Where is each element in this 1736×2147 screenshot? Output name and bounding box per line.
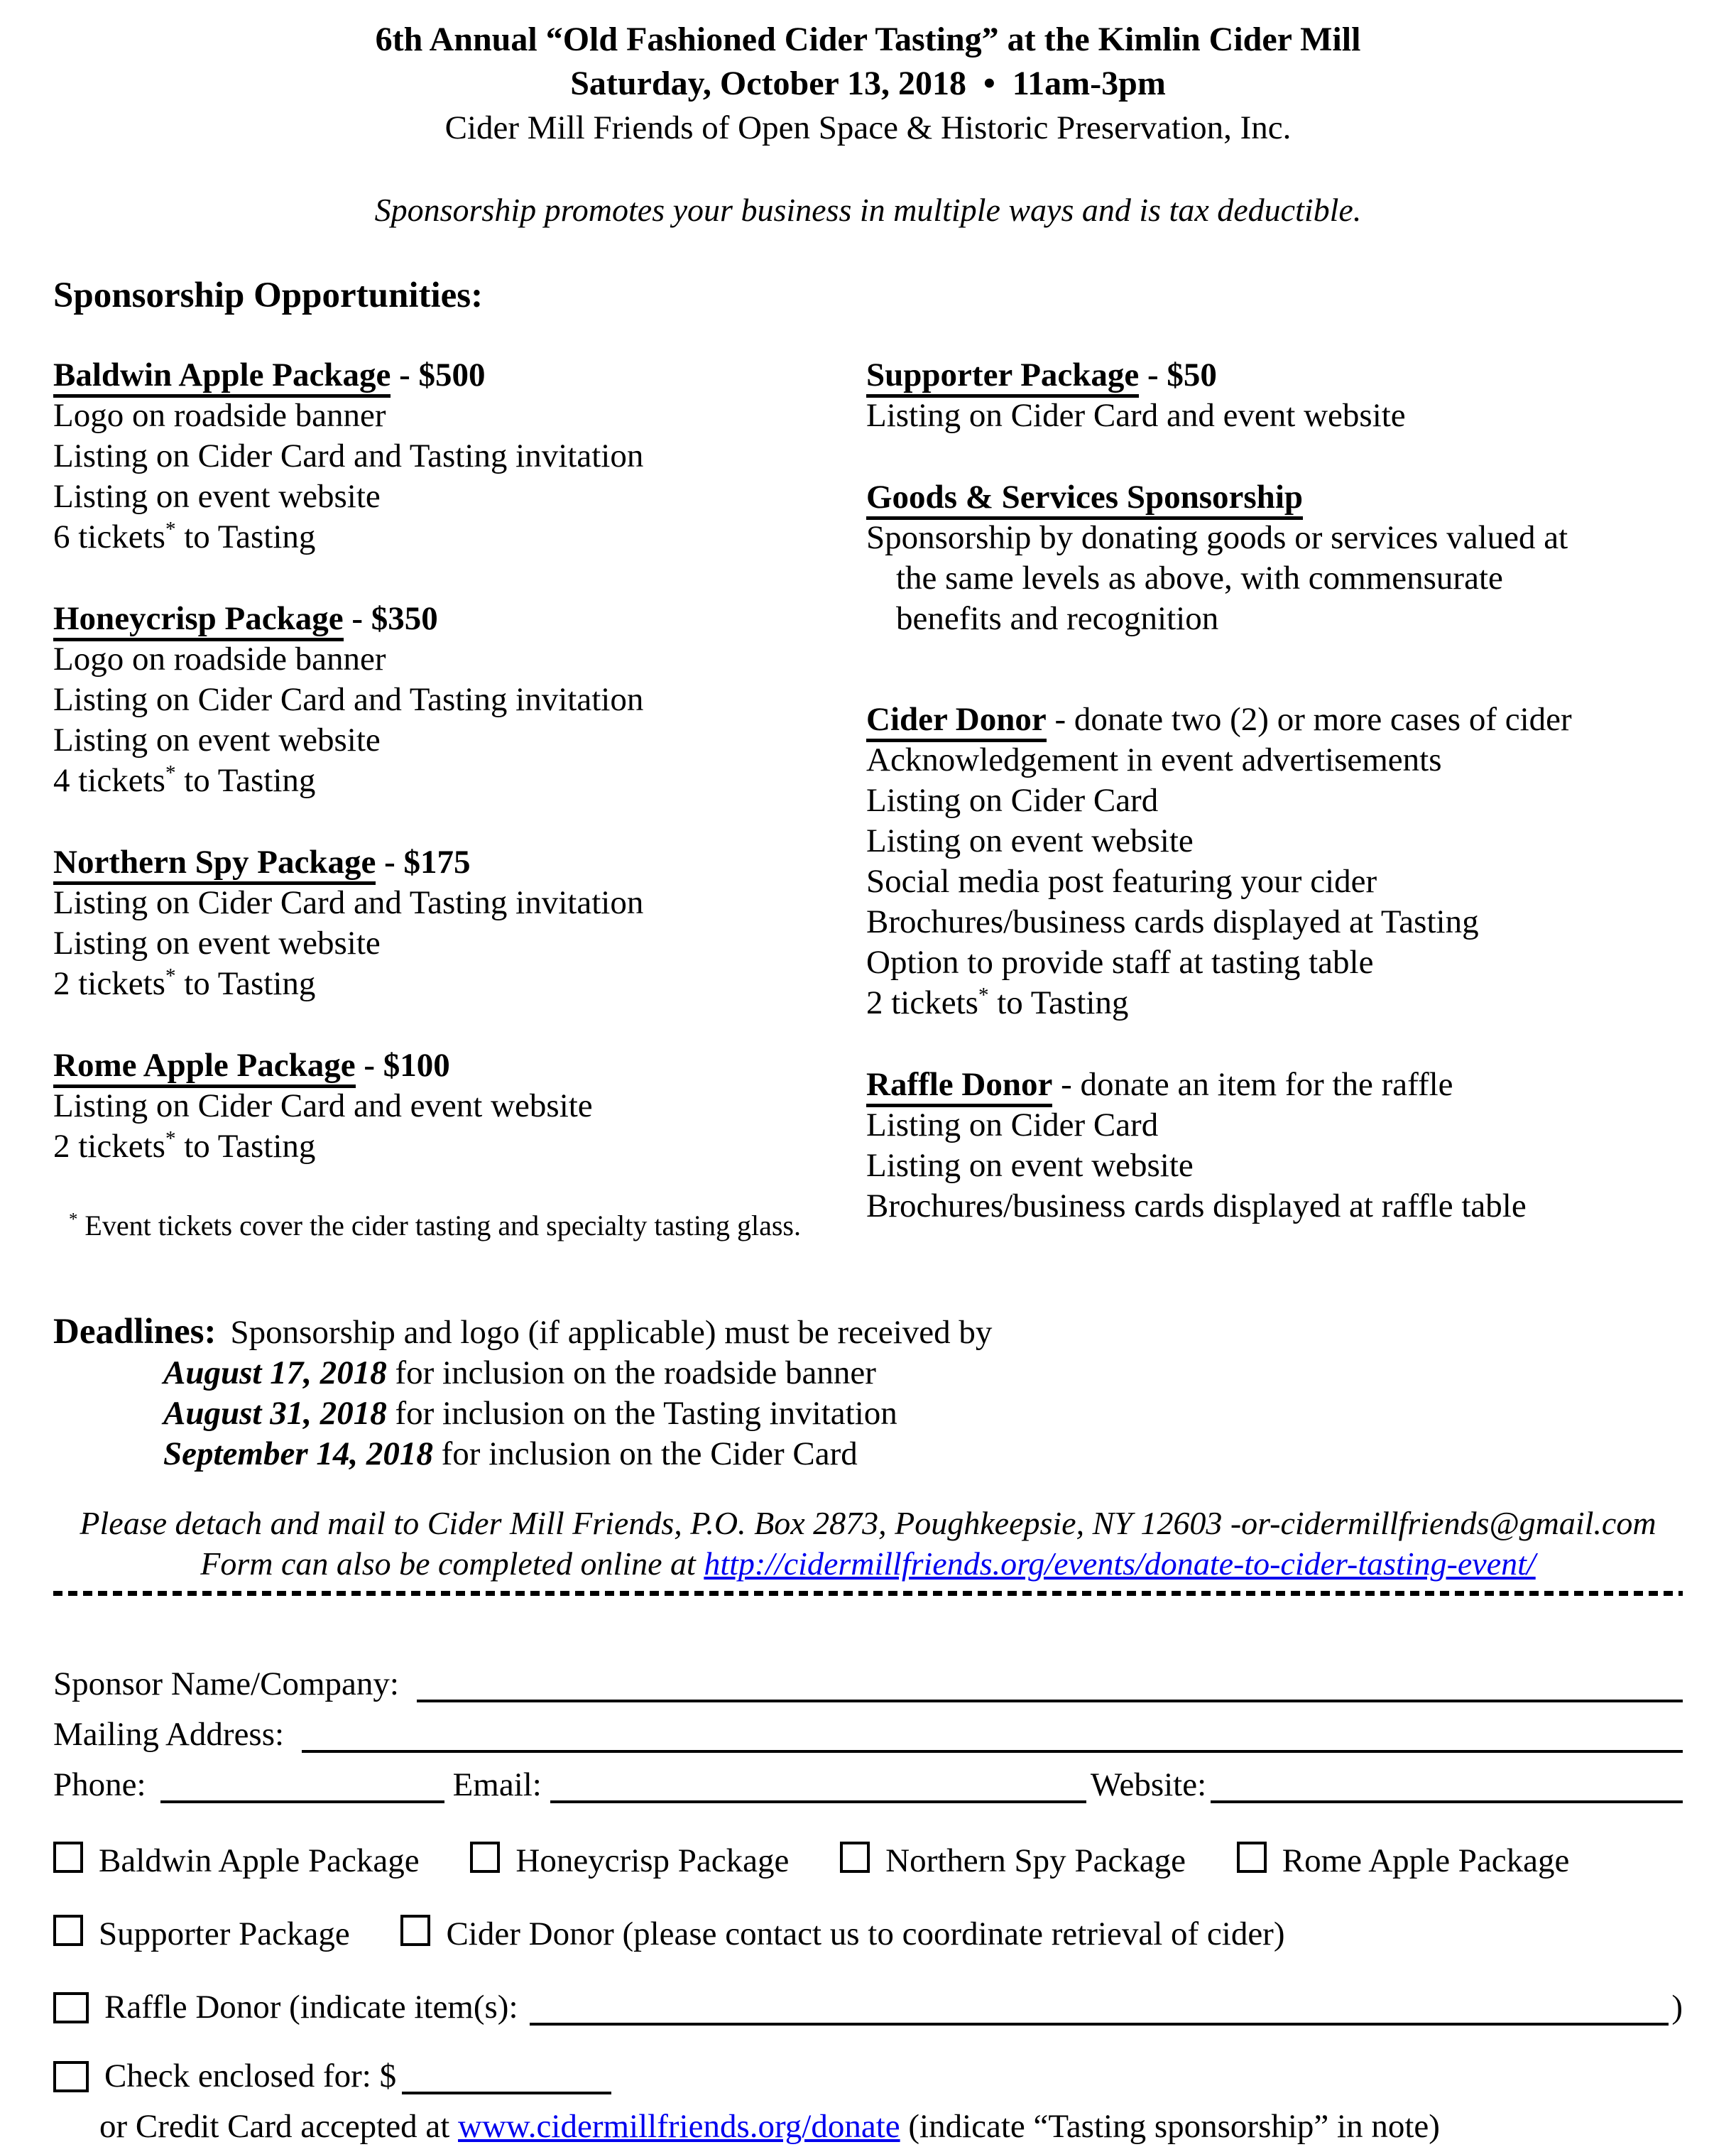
organization-name: Cider Mill Friends of Open Space & Historic Preservation, Inc. [444,109,1292,146]
package-feature: Listing on Cider Card [866,782,1159,819]
checkbox-label: Honeycrisp Package [515,1842,790,1879]
package-tickets [866,983,1683,1023]
website-input-line[interactable] [1211,1793,1683,1803]
package-heading [866,1065,1683,1105]
checkbox-item-northern-spy [840,1842,1186,1879]
package-feature: Listing on Cider Card [866,1107,1159,1143]
tickets-text: to Tasting [988,984,1129,1021]
package-feature: Listing on Cider Card and event website [866,397,1406,434]
package-feature: Listing on event website [866,1147,1194,1184]
package-name: Supporter Package [866,357,1139,398]
checkbox-supporter-package[interactable] [53,1915,83,1946]
check-enclosed-label: Check enclosed for: $ [104,2058,397,2094]
package-heading [53,842,866,883]
checkbox-label: Cider Donor (please contact us to coordinate retrieval of cider) [446,1915,1285,1952]
sponsor-name-row [53,1664,1683,1705]
checkbox-label: Baldwin Apple Package [99,1842,420,1879]
online-form-prefix: Form can also be completed online at [200,1545,704,1582]
asterisk-footnote-marker: * [165,964,176,988]
sponsor-name-label: Sponsor Name/Company: [53,1665,399,1702]
mailing-instructions [53,1503,1683,1584]
package-tickets [53,1126,866,1167]
deadline-text: for inclusion on the Cider Card [432,1435,858,1472]
raffle-donor-label: Raffle Donor (indicate item(s): [104,1989,518,2026]
deadlines-section [53,1312,1683,1474]
package-name: Rome Apple Package [53,1047,356,1088]
package-name: Raffle Donor [866,1066,1052,1107]
package-feature: Listing on event website [53,925,381,962]
package-feature: Logo on roadside banner [53,641,386,678]
tickets-text: 2 tickets [53,965,165,1002]
packages-column-left [53,355,866,1268]
checkbox-cider-donor[interactable] [400,1915,430,1946]
package-heading [53,599,866,639]
checkbox-baldwin-apple-package[interactable] [53,1842,83,1873]
asterisk-footnote-marker: * [978,984,989,1007]
email-input-line[interactable] [550,1793,1086,1803]
packages-column-right [866,355,1683,1268]
package-honeycrisp [53,599,866,801]
deadline-item [53,1393,1683,1434]
deadline-date: September 14, 2018 [163,1435,433,1472]
goods-description-line: the same levels as above, with commensurate [896,560,1503,597]
goods-description-line: benefits and recognition [896,600,1219,637]
asterisk-footnote-marker: * [165,518,176,541]
deadline-date: August 31, 2018 [163,1395,387,1432]
package-supporter [866,355,1683,436]
credit-card-suffix: (indicate “Tasting sponsorship” in note) [900,2108,1440,2145]
section-heading: Sponsorship Opportunities: [53,276,484,315]
cut-separator-line [53,1591,1683,1596]
check-enclosed-row [53,2056,1683,2097]
tickets-text: to Tasting [175,762,316,799]
checkbox-item-rome [1237,1842,1570,1879]
package-name: Baldwin Apple Package [53,357,391,398]
checkbox-item-honeycrisp [470,1842,789,1879]
package-feature: Listing on event website [53,478,381,515]
mailing-address-row [53,1714,1683,1755]
package-feature: Listing on Cider Card and Tasting invitation [53,884,644,921]
event-datetime: Saturday, October 13, 2018 • 11am-3pm [570,65,1166,102]
deadlines-label: Deadlines: [53,1312,217,1352]
package-feature: Listing on event website [866,822,1194,859]
tickets-text: 4 tickets [53,762,165,799]
checkbox-item-baldwin [53,1842,420,1879]
email-label: Email: [452,1766,542,1803]
website-label: Website: [1090,1766,1207,1803]
package-price: - $500 [391,357,486,393]
package-checkbox-row-2 [53,1914,1683,1955]
package-feature: Social media post featuring your cider [866,863,1377,900]
package-name: Honeycrisp Package [53,600,344,641]
mailing-address-input-line[interactable] [302,1743,1683,1753]
package-tickets [53,964,866,1004]
package-heading [866,355,1683,396]
goods-description-line: Sponsorship by donating goods or services valued at [866,519,1568,556]
asterisk-footnote-marker: * [165,1127,176,1151]
checkbox-label: Northern Spy Package [885,1842,1186,1879]
deadline-text: for inclusion on the Tasting invitation [386,1395,897,1432]
tickets-footnote [53,1208,866,1244]
package-price: - $350 [343,600,438,637]
package-feature: Listing on Cider Card and Tasting invitation [53,681,644,718]
checkbox-rome-apple-package[interactable] [1237,1842,1267,1873]
asterisk-footnote-marker: * [165,761,176,785]
checkbox-raffle-donor[interactable] [53,1992,89,2023]
package-feature: Brochures/business cards displayed at raffle table [866,1187,1527,1224]
package-heading [866,700,1683,740]
document-title: 6th Annual “Old Fashioned Cider Tasting” at the Kimlin Cider Mill [375,21,1361,58]
sponsor-name-input-line[interactable] [417,1692,1683,1702]
deadlines-intro: Sponsorship and logo (if applicable) must be received by [230,1314,993,1351]
package-feature: Listing on Cider Card and event website [53,1087,593,1124]
tickets-text: to Tasting [175,1128,316,1165]
deadline-item [53,1434,1683,1474]
tickets-text: to Tasting [175,965,316,1002]
tickets-text: 6 tickets [53,518,165,555]
mailing-instruction-line: Please detach and mail to Cider Mill Friends, P.O. Box 2873, Poughkeepsie, NY 12603 -or-cidermillfriends@gmail.com [80,1505,1656,1541]
package-baldwin-apple [53,355,866,558]
raffle-close-paren: ) [1671,1989,1683,2026]
tickets-text: 2 tickets [53,1128,165,1165]
online-form-line [53,1543,1683,1584]
package-tickets [53,761,866,801]
deadlines-heading-line [53,1312,1683,1353]
checkbox-northern-spy-package[interactable] [840,1842,870,1873]
cider-donor [866,700,1683,1023]
package-heading [866,477,1683,518]
package-northern-spy [53,842,866,1004]
checkbox-label: Rome Apple Package [1282,1842,1570,1879]
phone-email-website-row [53,1765,1683,1805]
deadline-item [53,1353,1683,1393]
checkbox-item-supporter [53,1915,350,1952]
package-rome-apple [53,1045,866,1167]
packages-columns [53,355,1683,1268]
check-amount-input-line[interactable] [402,2085,611,2094]
asterisk-footnote-marker: * [69,1210,78,1229]
package-price: - $175 [376,844,471,881]
credit-card-prefix: or Credit Card accepted at [99,2108,459,2145]
tickets-text: to Tasting [175,518,316,555]
package-tickets [53,517,866,558]
credit-card-row [53,2107,1683,2147]
goods-services-sponsorship [866,477,1683,639]
tagline: Sponsorship promotes your business in multiple ways and is tax deductible. [374,192,1362,228]
package-price: - $100 [355,1047,450,1084]
package-heading [53,1045,866,1086]
online-form-link[interactable]: http://cidermillfriends.org/events/donate-to-cider-tasting-event/ [704,1545,1536,1582]
package-name: Northern Spy Package [53,844,376,885]
package-feature: Listing on event website [53,722,381,759]
deadline-text: for inclusion on the roadside banner [386,1354,876,1391]
phone-label: Phone: [53,1766,146,1803]
raffle-donor-row [53,1987,1683,2028]
package-name: Goods & Services Sponsorship [866,479,1303,520]
mailing-address-label: Mailing Address: [53,1716,285,1753]
package-name: Cider Donor [866,701,1047,742]
phone-input-line[interactable] [160,1793,444,1803]
package-feature: Listing on Cider Card and Tasting invitation [53,437,644,474]
raffle-donor [866,1065,1683,1227]
package-description: - donate an item for the raffle [1052,1066,1453,1103]
package-feature: Acknowledgement in event advertisements [866,741,1442,778]
package-description: - donate two (2) or more cases of cider [1046,701,1572,738]
checkbox-item-cider-donor [400,1915,1284,1952]
package-feature: Option to provide staff at tasting table [866,944,1374,981]
package-feature: Brochures/business cards displayed at Tasting [866,903,1479,940]
package-price: - $50 [1139,357,1217,393]
checkbox-honeycrisp-package[interactable] [470,1842,500,1873]
checkbox-label: Supporter Package [99,1915,350,1952]
package-feature: Logo on roadside banner [53,397,386,434]
package-checkbox-row-1 [53,1841,1683,1881]
package-heading [53,355,866,396]
donate-link[interactable]: www.cidermillfriends.org/donate [458,2108,900,2145]
footnote-text: Event tickets cover the cider tasting and specialty tasting glass. [77,1210,801,1241]
deadline-date: August 17, 2018 [163,1354,387,1391]
raffle-items-input-line[interactable] [530,2016,1669,2026]
checkbox-check-enclosed[interactable] [53,2061,89,2092]
tickets-text: 2 tickets [866,984,978,1021]
